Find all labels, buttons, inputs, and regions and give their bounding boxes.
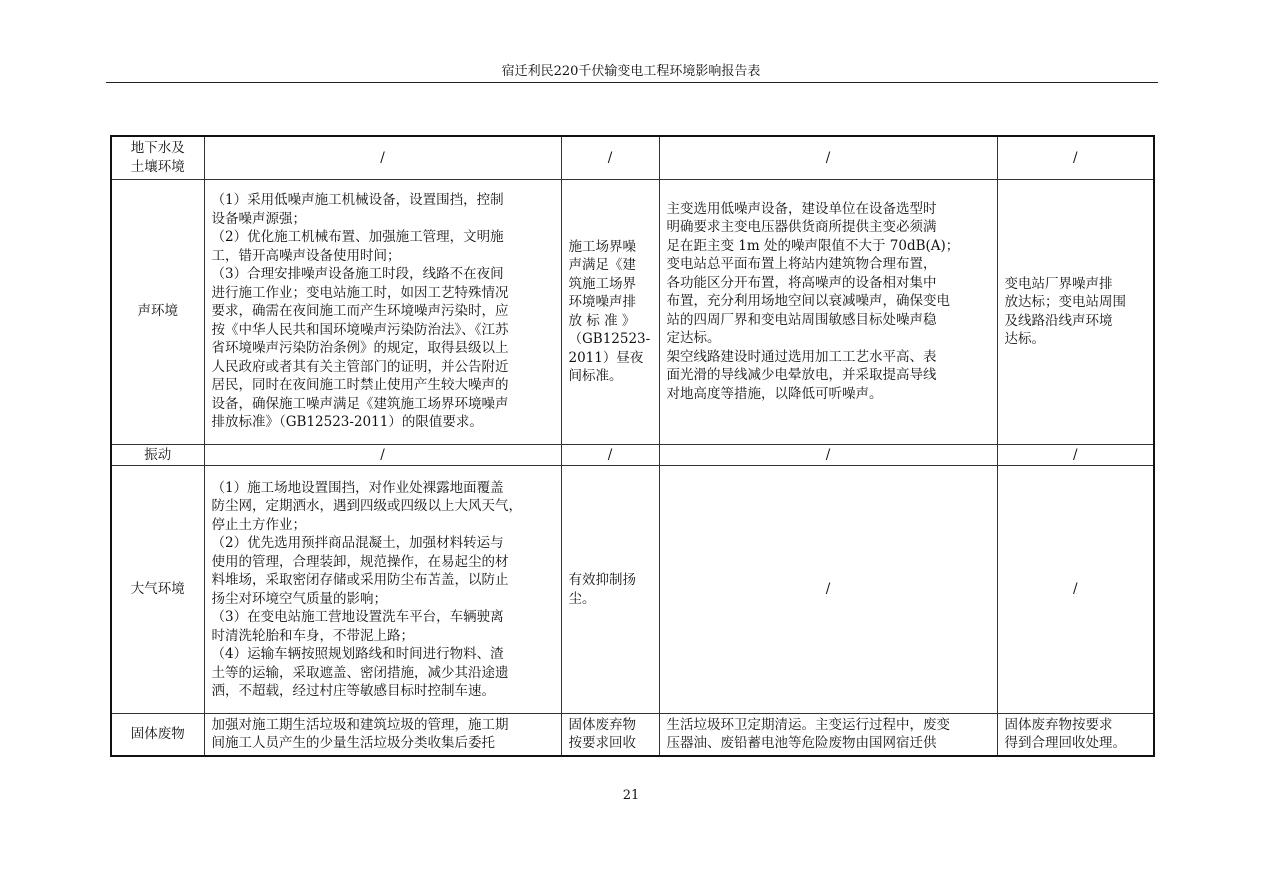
table-row-groundwater [111,136,1154,179]
operation-effect-cell: / [997,444,1154,466]
category-cell-vibration: 振动 [111,444,204,466]
category-cell-solid-waste: 固体废物 [111,714,204,756]
environmental-measures-table [110,135,1155,757]
construction-effect-cell: 固体废弃物 按要求回收 [561,714,659,756]
construction-measures-cell: / [204,136,561,179]
construction-effect-cell: / [561,136,659,179]
header-rule [106,82,1158,83]
page-header-title: 宿迁利民220千伏输变电工程环境影响报告表 [501,64,761,79]
construction-effect-cell: 有效抑制扬 尘。 [561,466,659,714]
table-row-vibration [111,444,1154,466]
category-cell-groundwater: 地下水及 土壤环境 [111,136,204,179]
category-cell-noise: 声环境 [111,179,204,444]
operation-effect-cell: / [997,136,1154,179]
operation-measures-cell: 生活垃圾环卫定期清运。主变运行过程中，废变 压器油、废铅蓄电池等危险废物由国网宿迁供 [659,714,997,756]
table-row-solid-waste [111,714,1154,756]
operation-effect-cell: 固体废弃物按要求 得到合理回收处理。 [997,714,1154,756]
operation-measures-cell: / [659,136,997,179]
construction-effect-cell: / [561,444,659,466]
operation-measures-cell: / [659,466,997,714]
construction-measures-cell: （1）施工场地设置围挡，对作业处裸露地面覆盖 防尘网，定期洒水，遇到四级或四级以上大风天气， 停止土方作业； （2）优先选用预拌商品混凝土，加强材料转运与 使用的管理，合理装卸，规范操作，在易起尘的材 料堆场，采取密闭存储或采用防尘布苫盖，以防止 扬尘对环境空气质量的影响； （3）在变电站施工营地设置洗车平台，车辆驶离 时清洗轮胎和车身，不带泥上路； （4）运输车辆按照规划路线和时间进行物料、渣 土等的运输，采取遮盖、密闭措施，减少其沿途遗 洒，不超载，经过村庄等敏感目标时控制车速。 [204,466,561,714]
operation-measures-cell: / [659,444,997,466]
operation-effect-cell: 变电站厂界噪声排 放达标；变电站周围 及线路沿线声环境 达标。 [997,179,1154,444]
construction-measures-cell: / [204,444,561,466]
page-number: 21 [622,788,640,803]
table-row-air [111,466,1154,714]
construction-measures-cell: （1）采用低噪声施工机械设备，设置围挡，控制 设备噪声源强； （2）优化施工机械布置、加强施工管理，文明施 工，错开高噪声设备使用时间； （3）合理安排噪声设备施工时段，线路不在夜间 进行施工作业；变电站施工时，如因工艺特殊情况 要求，确需在夜间施工而产生环境噪声污染时，应 按《中华人民共和国环境噪声污染防治法》、《江苏 省环境噪声污染防治条例》的规定，取得县级以上 人民政府或者其有关主管部门的证明，并公告附近 居民，同时在夜间施工时禁止使用产生较大噪声的 设备，确保施工噪声满足《建筑施工场界环境噪声 排放标准》（GB12523-2011）的限值要求。 [204,179,561,444]
construction-effect-cell: 施工场界噪 声满足《建 筑施工场界 环境噪声排 放 标 准 》 （GB12523- 2011）昼夜 间标准。 [561,179,659,444]
table-row-noise [111,179,1154,444]
operation-effect-cell: / [997,466,1154,714]
operation-measures-cell: 主变选用低噪声设备，建设单位在设备选型时 明确要求主变电压器供货商所提供主变必须满 足在距主变 1m 处的噪声限值不大于 70dB(A)； 变电站总平面布置上将站内建筑物合理布置， 各功能区分开布置，将高噪声的设备相对集中 布置，充分利用场地空间以衰减噪声，确保变电 站的四周厂界和变电站周围敏感目标处噪声稳 定达标。 架空线路建设时通过选用加工工艺水平高、表 面光滑的导线减少电晕放电，并采取提高导线 对地高度等措施，以降低可听噪声。 [659,179,997,444]
category-cell-air: 大气环境 [111,466,204,714]
construction-measures-cell: 加强对施工期生活垃圾和建筑垃圾的管理，施工期 间施工人员产生的少量生活垃圾分类收集后委托 [204,714,561,756]
